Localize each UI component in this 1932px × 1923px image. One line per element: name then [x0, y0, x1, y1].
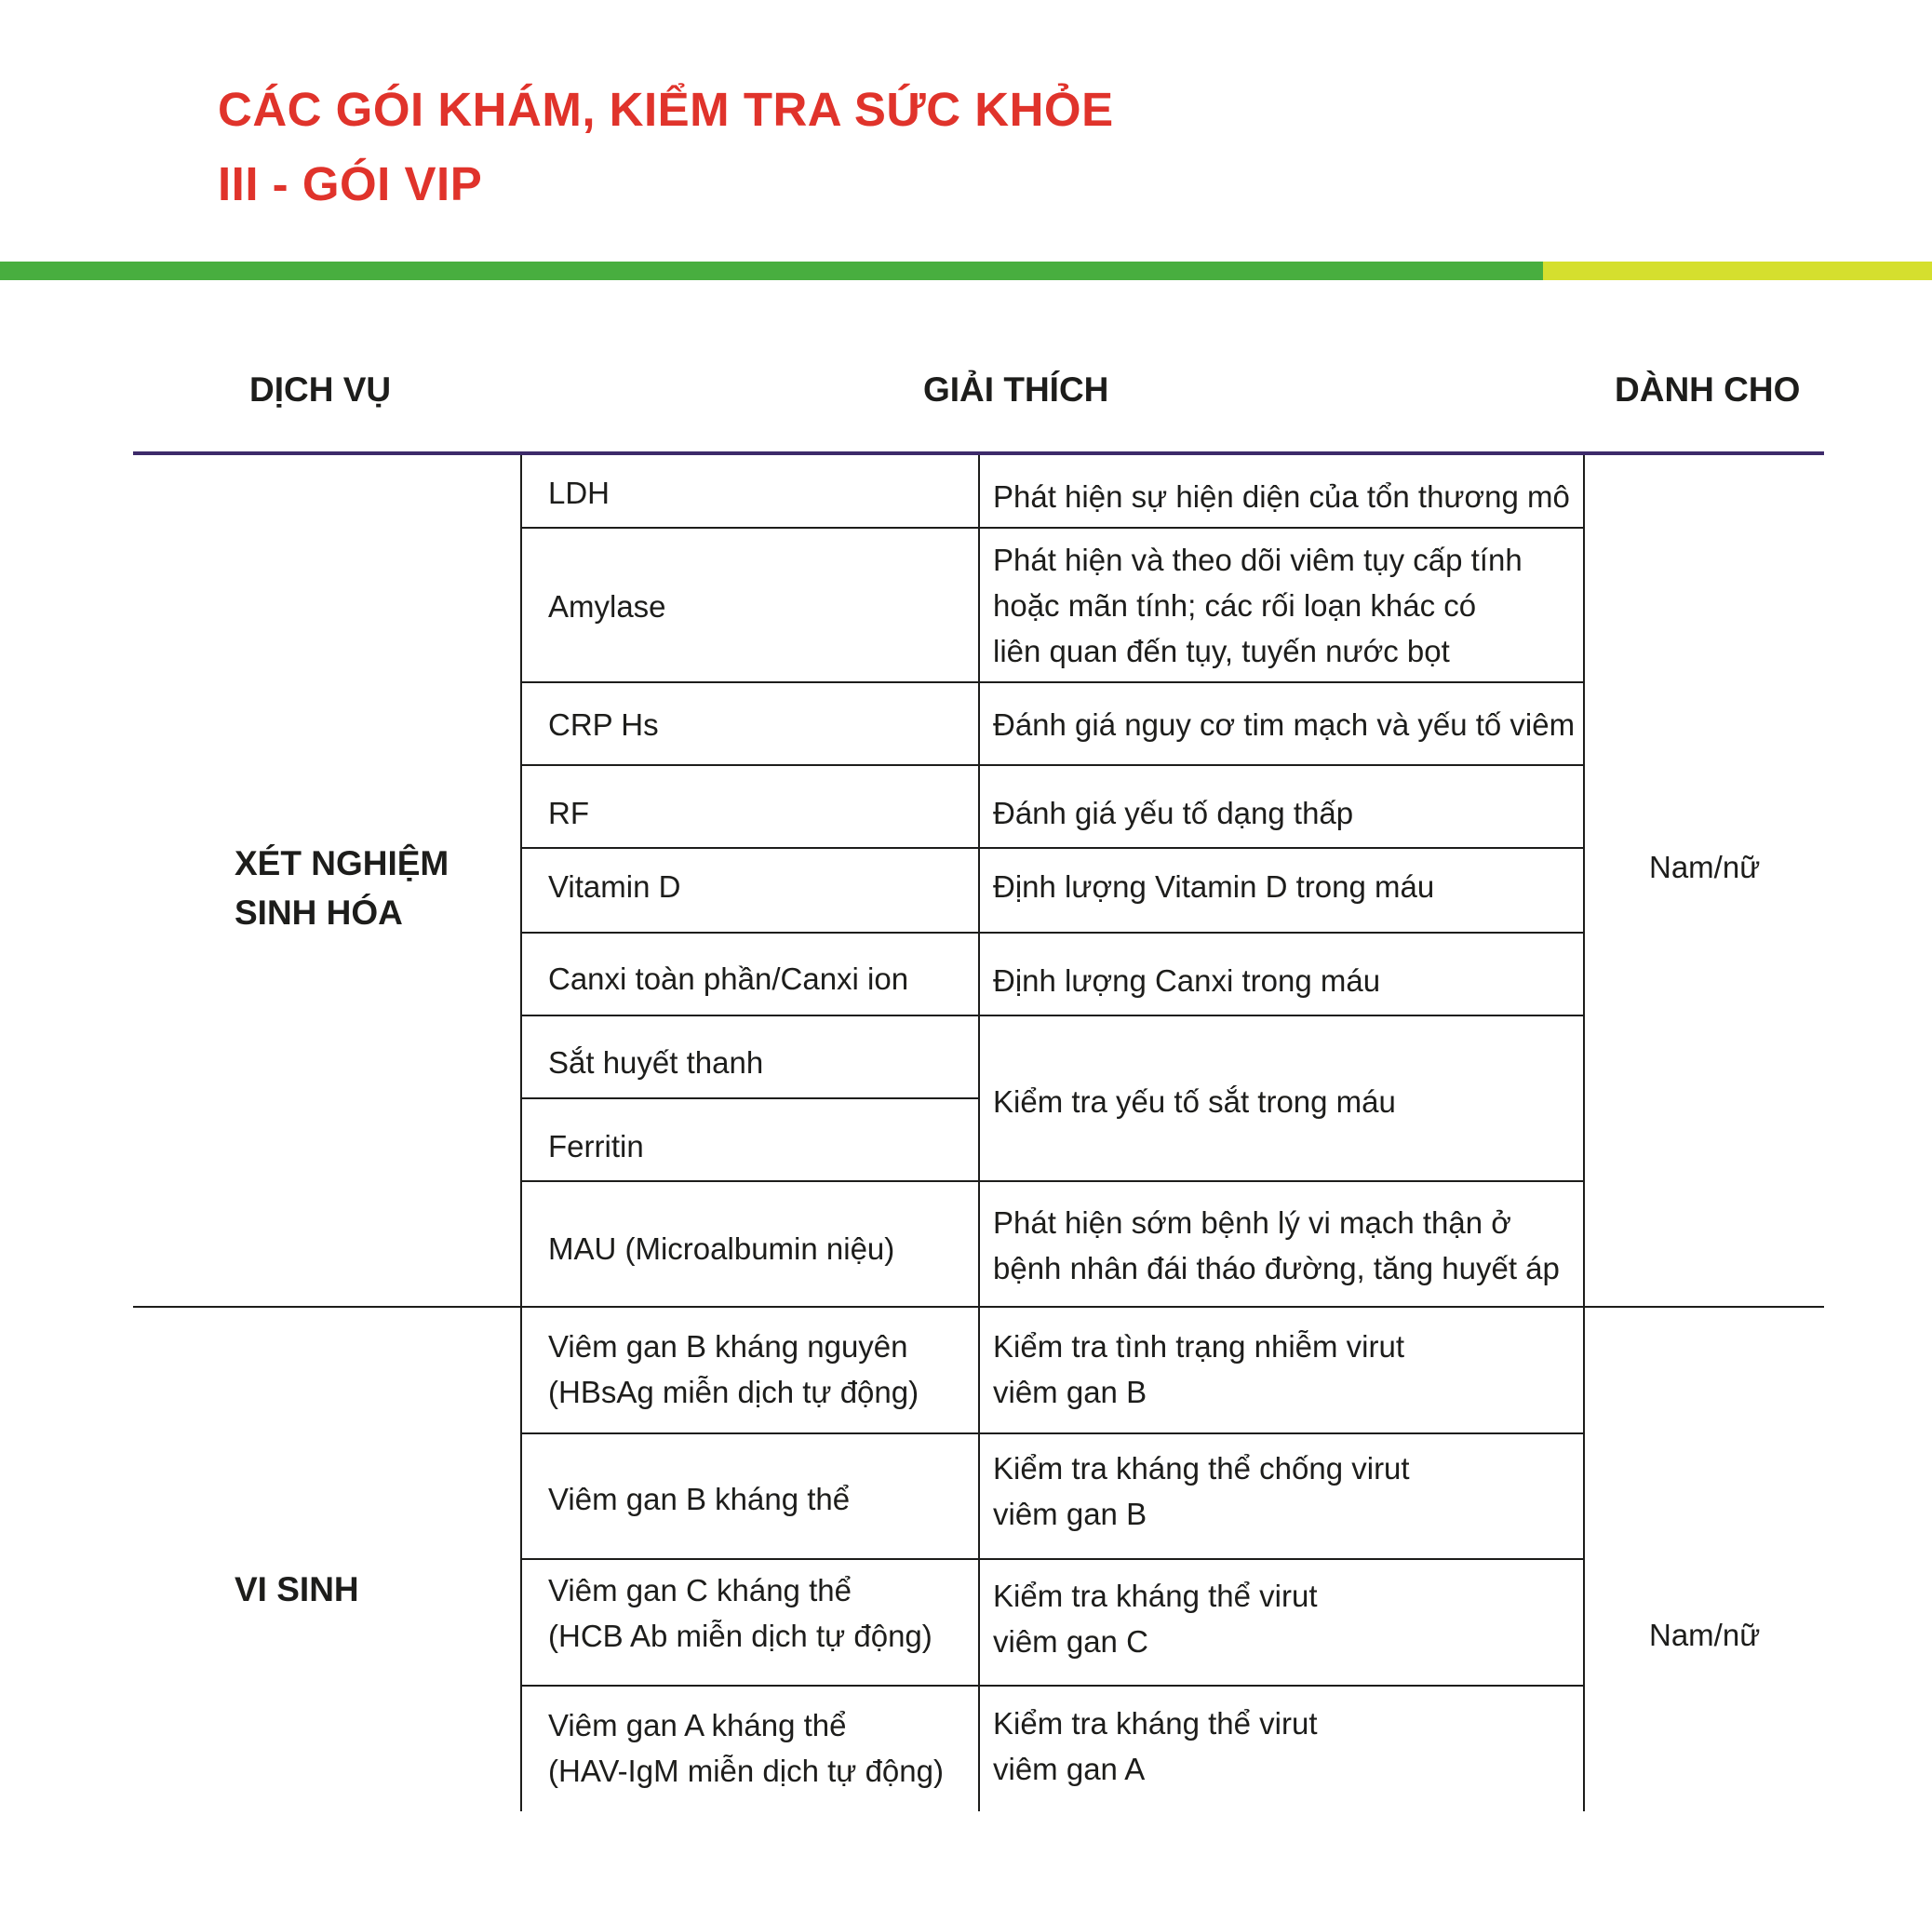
document-title: CÁC GÓI KHÁM, KIỂM TRA SỨC KHỎE — [218, 83, 1114, 136]
test-description: Phát hiện sự hiện diện của tổn thương mô — [993, 479, 1570, 514]
audience-value: Nam/nữ — [1649, 1618, 1761, 1652]
test-description: Kiểm tra kháng thể virut viêm gan C — [993, 1579, 1318, 1659]
category-label-line: XÉT NGHIỆM — [235, 844, 449, 882]
test-name: Amylase — [548, 589, 666, 624]
test-name: LDH — [548, 476, 610, 510]
test-name: Viêm gan A kháng thể (HAV-IgM miễn dịch tự động) — [548, 1708, 944, 1788]
row-divider — [520, 1180, 1585, 1182]
test-description: Phát hiện và theo dõi viêm tụy cấp tính hoặc mãn tính; các rối loạn khác có liên quan đến tụy, tuyến nước bọt — [993, 543, 1523, 668]
document-header — [218, 73, 1114, 222]
decorative-band-yellow — [1543, 262, 1932, 280]
row-divider — [520, 764, 1585, 766]
test-name: Ferritin — [548, 1129, 644, 1163]
group-divider — [133, 1306, 1824, 1308]
test-name: Canxi toàn phần/Canxi ion — [548, 962, 909, 996]
test-description: Định lượng Canxi trong máu — [993, 963, 1381, 998]
test-description: Phát hiện sớm bệnh lý vi mạch thận ở bệnh nhân đái tháo đường, tăng huyết áp — [993, 1205, 1560, 1285]
category-microbiology: VI SINH — [235, 1570, 359, 1608]
test-description: Kiểm tra kháng thể chống virut viêm gan B — [993, 1451, 1410, 1531]
package-subtitle: III - GÓI VIP — [218, 157, 483, 210]
test-description: Kiểm tra tình trạng nhiễm virut viêm gan B — [993, 1329, 1405, 1409]
row-divider — [520, 1685, 1585, 1687]
test-name: Viêm gan B kháng thể — [548, 1482, 851, 1516]
test-description: Định lượng Vitamin D trong máu — [993, 869, 1435, 904]
row-divider — [520, 1015, 1585, 1016]
audience-value: Nam/nữ — [1649, 850, 1761, 884]
column-divider — [520, 455, 522, 1811]
column-header-service: DỊCH VỤ — [249, 370, 392, 409]
row-divider — [520, 847, 1585, 849]
test-name: Viêm gan B kháng nguyên (HBsAg miễn dịch tự động) — [548, 1329, 919, 1409]
test-name: Sắt huyết thanh — [548, 1045, 764, 1080]
row-divider — [520, 527, 1585, 529]
column-header-for: DÀNH CHO — [1615, 370, 1801, 409]
category-biochemistry — [235, 839, 449, 937]
column-divider — [978, 455, 980, 1811]
decorative-band-green — [0, 262, 1543, 280]
test-name: Viêm gan C kháng thể (HCB Ab miễn dịch tự động) — [548, 1573, 932, 1653]
test-name: MAU (Microalbumin niệu) — [548, 1231, 895, 1266]
row-divider — [520, 1558, 1585, 1560]
test-name: Vitamin D — [548, 869, 681, 904]
test-description: Kiểm tra kháng thể virut viêm gan A — [993, 1706, 1318, 1786]
category-label-line: SINH HÓA — [235, 894, 403, 932]
test-description: Đánh giá yếu tố dạng thấp — [993, 796, 1354, 830]
test-description: Đánh giá nguy cơ tim mạch và yếu tố viêm — [993, 707, 1576, 742]
test-name: CRP Hs — [548, 707, 659, 742]
row-divider — [520, 932, 1585, 934]
row-divider — [520, 1097, 978, 1099]
row-divider — [520, 1432, 1585, 1434]
test-description: Kiểm tra yếu tố sắt trong máu — [993, 1084, 1396, 1119]
column-header-explanation: GIẢI THÍCH — [923, 370, 1109, 409]
test-name: RF — [548, 796, 589, 830]
column-divider — [1583, 455, 1585, 1811]
row-divider — [520, 681, 1585, 683]
